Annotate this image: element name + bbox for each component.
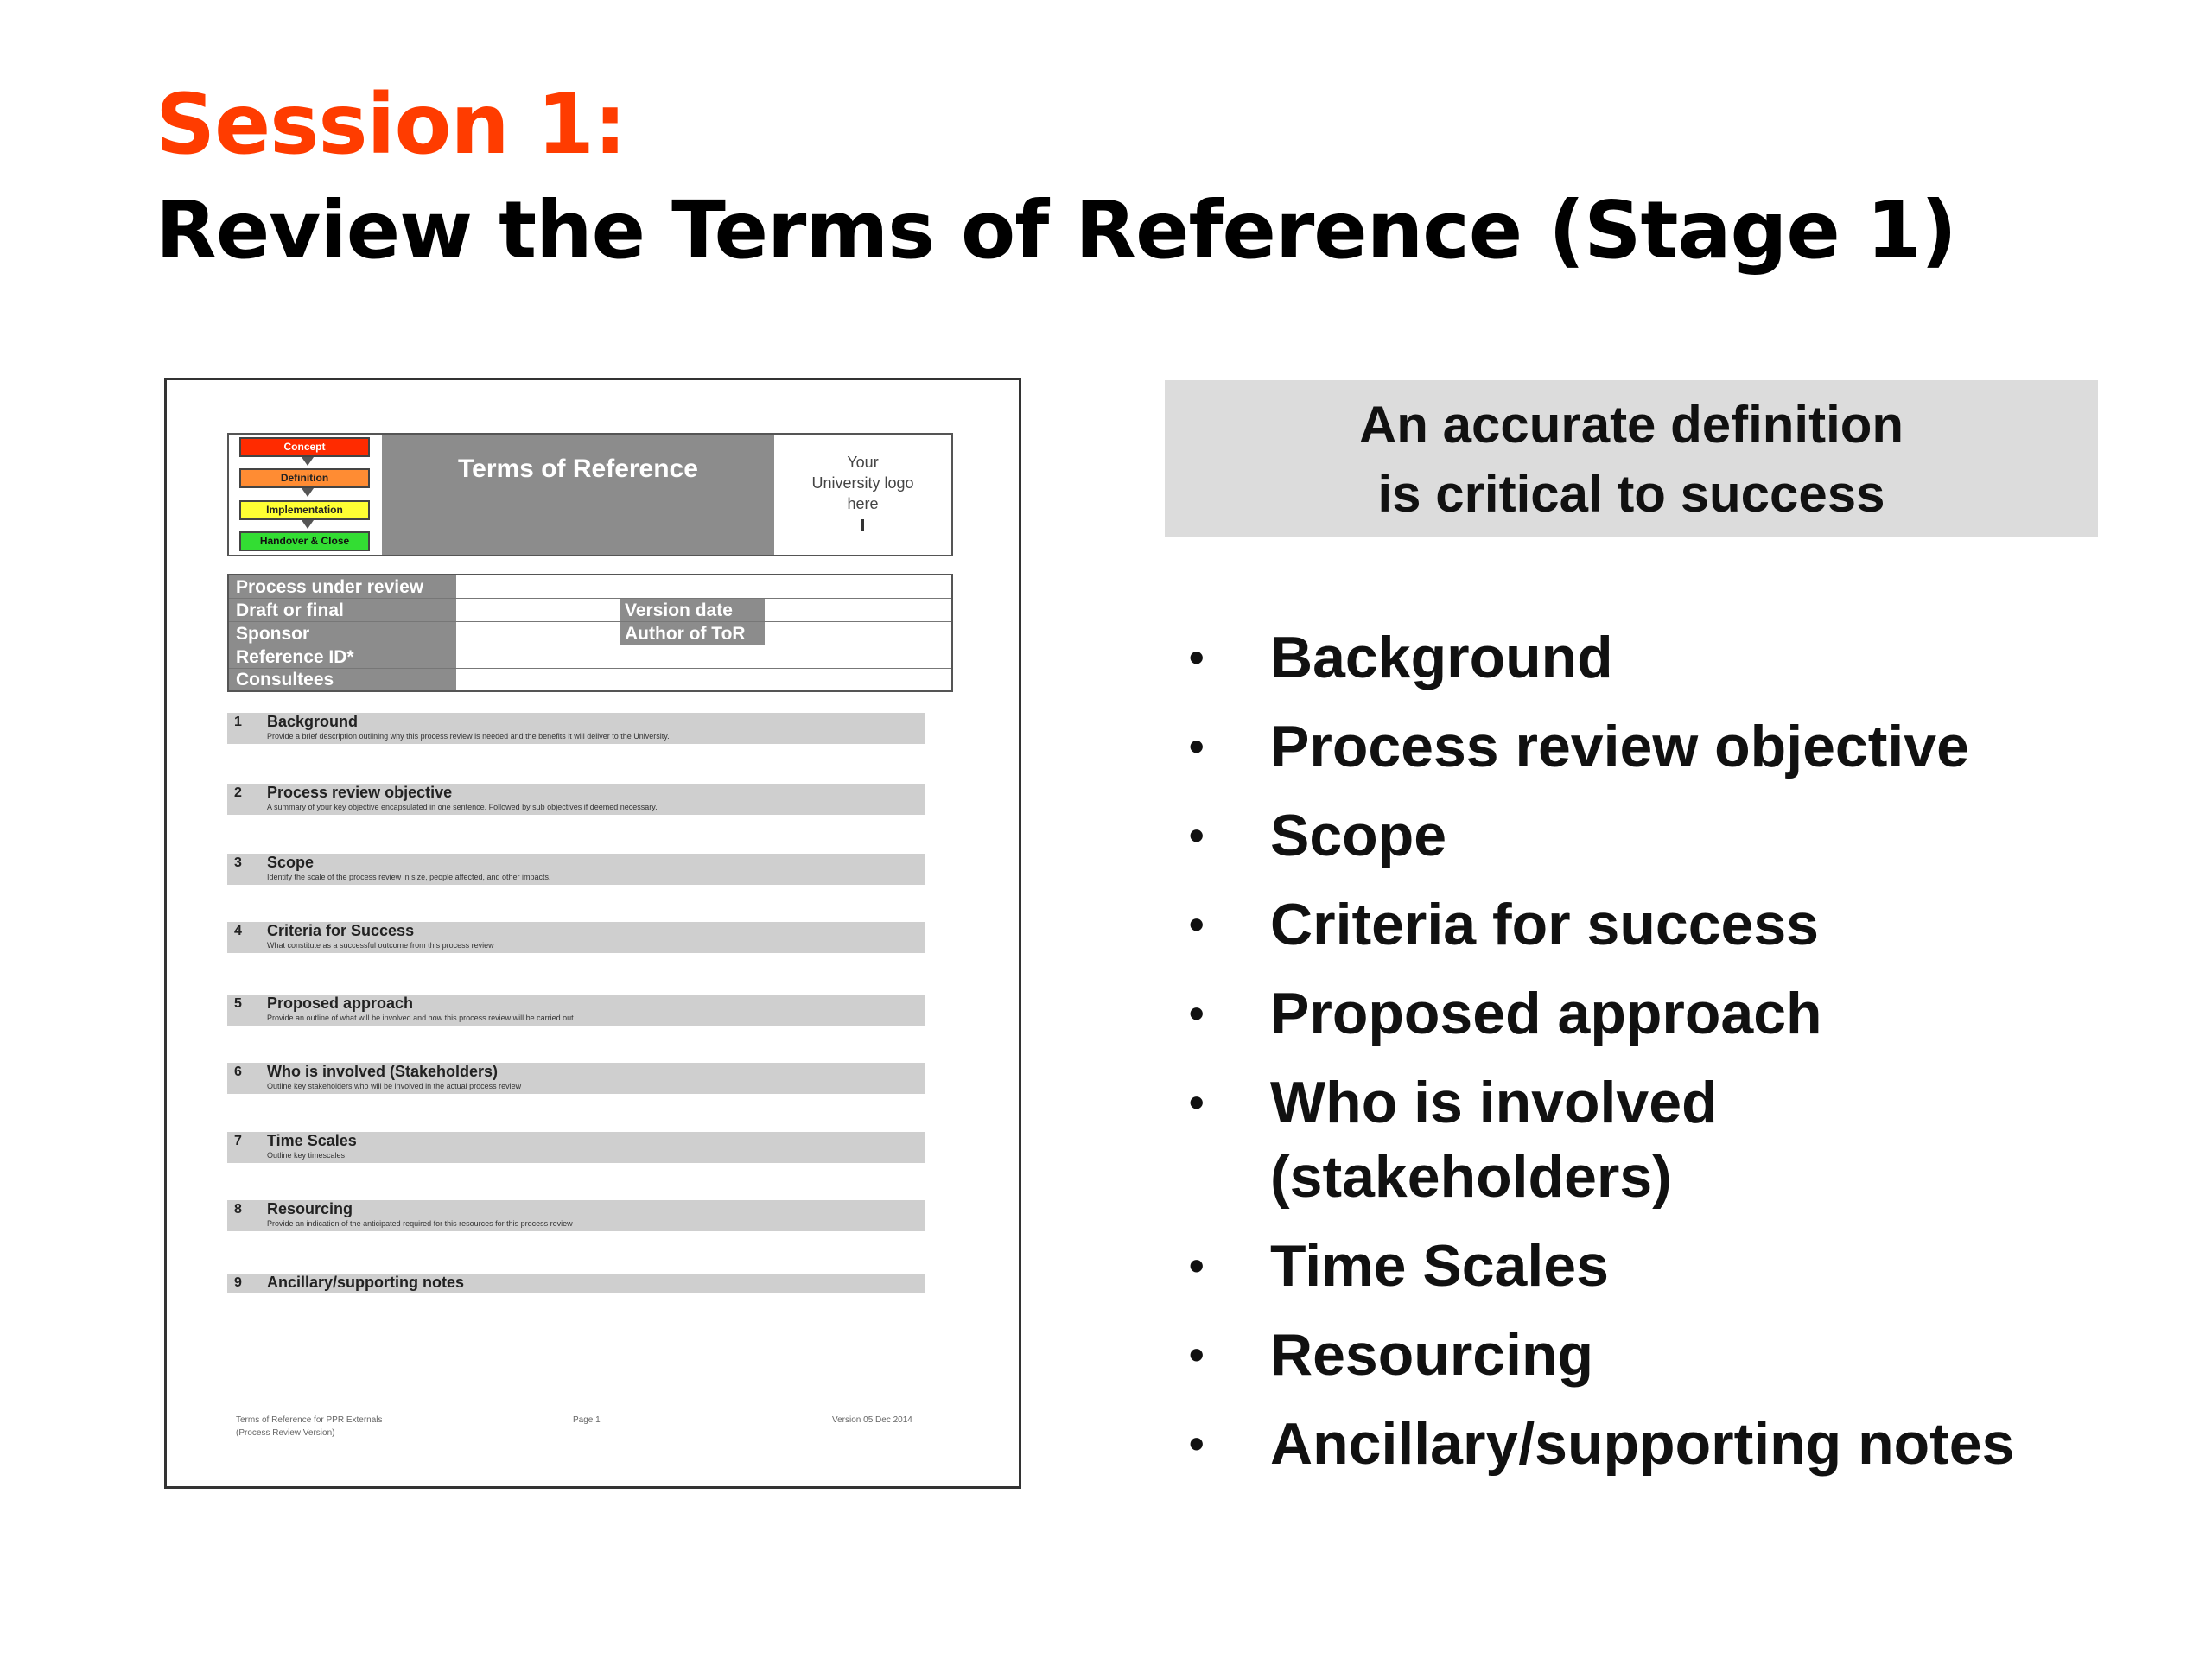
list-item-text: Criteria for success: [1270, 892, 1819, 957]
section-number: 8: [234, 1202, 242, 1217]
section-row: [227, 854, 925, 885]
list-item: [1184, 791, 2177, 880]
list-item-text: Process review objective: [1270, 714, 1969, 779]
callout-line: An accurate definition: [1358, 396, 1904, 454]
section-number: 9: [234, 1275, 242, 1290]
info-label-consultees: Consultees: [229, 669, 456, 690]
section-title: Resourcing: [267, 1200, 353, 1217]
section-number: 3: [234, 855, 242, 870]
section-number: 7: [234, 1134, 242, 1148]
list-item: [1184, 1400, 2177, 1489]
section-title: Process review objective: [267, 784, 453, 801]
list-item-text: Background: [1270, 625, 1613, 690]
section-description: Outline key stakeholders who will be involved in the actual process review: [267, 1082, 522, 1090]
section-row: [227, 713, 925, 744]
down-arrow-icon: [302, 488, 314, 497]
bullet-icon: •: [1189, 989, 1205, 1038]
footer-text: (Process Review Version): [236, 1428, 335, 1438]
section-row: [227, 995, 925, 1026]
section-title: Who is involved (Stakeholders): [267, 1063, 499, 1080]
info-label-process: Process under review: [229, 575, 456, 599]
callout-box: [1165, 380, 2098, 537]
section-row: [227, 1274, 925, 1293]
section-number: 1: [234, 715, 242, 729]
document-footer-page: Page 1: [573, 1415, 601, 1425]
section-description: Outline key timescales: [267, 1151, 346, 1160]
bullet-icon: •: [1189, 900, 1205, 949]
section-title: Criteria for Success: [267, 922, 415, 939]
list-item-text: (stakeholders): [1270, 1144, 1672, 1210]
bullet-icon: •: [1189, 1078, 1205, 1127]
list-item: [1184, 613, 2177, 702]
list-item: [1184, 969, 2177, 1058]
list-item: [1184, 1058, 2177, 1222]
logo-text-line: here: [847, 495, 879, 512]
section-number: 2: [234, 785, 242, 800]
section-title: Ancillary/supporting notes: [267, 1274, 465, 1291]
bullet-icon: •: [1189, 722, 1205, 771]
document-info-table: [227, 574, 953, 692]
section-description: Identify the scale of the process review in size, people affected, and other impacts.: [267, 873, 551, 881]
section-title: Scope: [267, 854, 315, 871]
section-description: Provide a brief description outlining why this process review is needed and the benefits it will deliver to the University.: [267, 732, 670, 741]
stage-implementation: Implementation: [239, 500, 370, 520]
section-row: [227, 1132, 925, 1163]
section-row: [227, 922, 925, 953]
info-label-author: Author of ToR: [620, 622, 765, 645]
list-item: [1184, 1222, 2177, 1311]
bullet-icon: •: [1189, 1331, 1205, 1379]
list-item-text: Ancillary/supporting notes: [1270, 1411, 2015, 1477]
bullet-list: [1184, 613, 2177, 1489]
list-item-text: Time Scales: [1270, 1233, 1609, 1299]
section-description: A summary of your key objective encapsulated in one sentence. Followed by sub objectives if deemed necessary.: [267, 803, 658, 811]
section-number: 4: [234, 924, 242, 938]
section-row: [227, 1200, 925, 1231]
section-description: What constitute as a successful outcome from this process review: [267, 941, 494, 950]
logo-text-line: Your: [847, 454, 879, 471]
stage-concept: Concept: [239, 437, 370, 457]
stage-handover-close: Handover & Close: [239, 531, 370, 551]
section-number: 5: [234, 996, 242, 1011]
info-label-version-date: Version date: [620, 599, 765, 622]
bullet-icon: •: [1189, 811, 1205, 860]
stage-diagram: [229, 435, 384, 555]
session-heading: Session 1:: [156, 76, 626, 173]
terms-of-reference-document-preview: [164, 378, 1021, 1489]
list-item-text: Who is involved: [1270, 1070, 1718, 1135]
footer-text: Terms of Reference for PPR Externals: [236, 1415, 383, 1425]
list-item-text: Resourcing: [1270, 1322, 1594, 1388]
info-label-draft: Draft or final: [229, 599, 456, 622]
bullet-icon: •: [1189, 1420, 1205, 1468]
list-item-text: Proposed approach: [1270, 981, 1822, 1046]
document-header: [227, 433, 953, 556]
info-label-sponsor: Sponsor: [229, 622, 456, 645]
bullet-icon: •: [1189, 633, 1205, 682]
bullet-icon: •: [1189, 1242, 1205, 1290]
section-title: Background: [267, 713, 359, 730]
stage-definition: Definition: [239, 468, 370, 488]
section-title: Proposed approach: [267, 995, 414, 1012]
callout-line: is critical to success: [1377, 465, 1885, 523]
list-item: [1184, 1311, 2177, 1400]
section-number: 6: [234, 1065, 242, 1079]
section-description: Provide an indication of the anticipated required for this resources for this process review: [267, 1219, 573, 1228]
down-arrow-icon: [302, 520, 314, 529]
logo-placeholder: [774, 435, 951, 555]
list-item: [1184, 880, 2177, 969]
document-footer-left: [236, 1414, 383, 1440]
document-title: Terms of Reference: [382, 435, 774, 555]
list-item: [1184, 702, 2177, 791]
document-footer-version: Version 05 Dec 2014: [832, 1415, 912, 1425]
down-arrow-icon: [302, 457, 314, 466]
list-item-text: Scope: [1270, 803, 1447, 868]
slide-title: Review the Terms of Reference (Stage 1): [156, 184, 1956, 276]
section-title: Time Scales: [267, 1132, 357, 1149]
text-cursor-icon: [861, 519, 864, 531]
section-row: [227, 1063, 925, 1094]
logo-text-line: University logo: [811, 474, 914, 492]
info-label-reference-id: Reference ID*: [229, 645, 456, 669]
section-row: [227, 784, 925, 815]
section-description: Provide an outline of what will be involved and how this process review will be carried out: [267, 1014, 574, 1022]
